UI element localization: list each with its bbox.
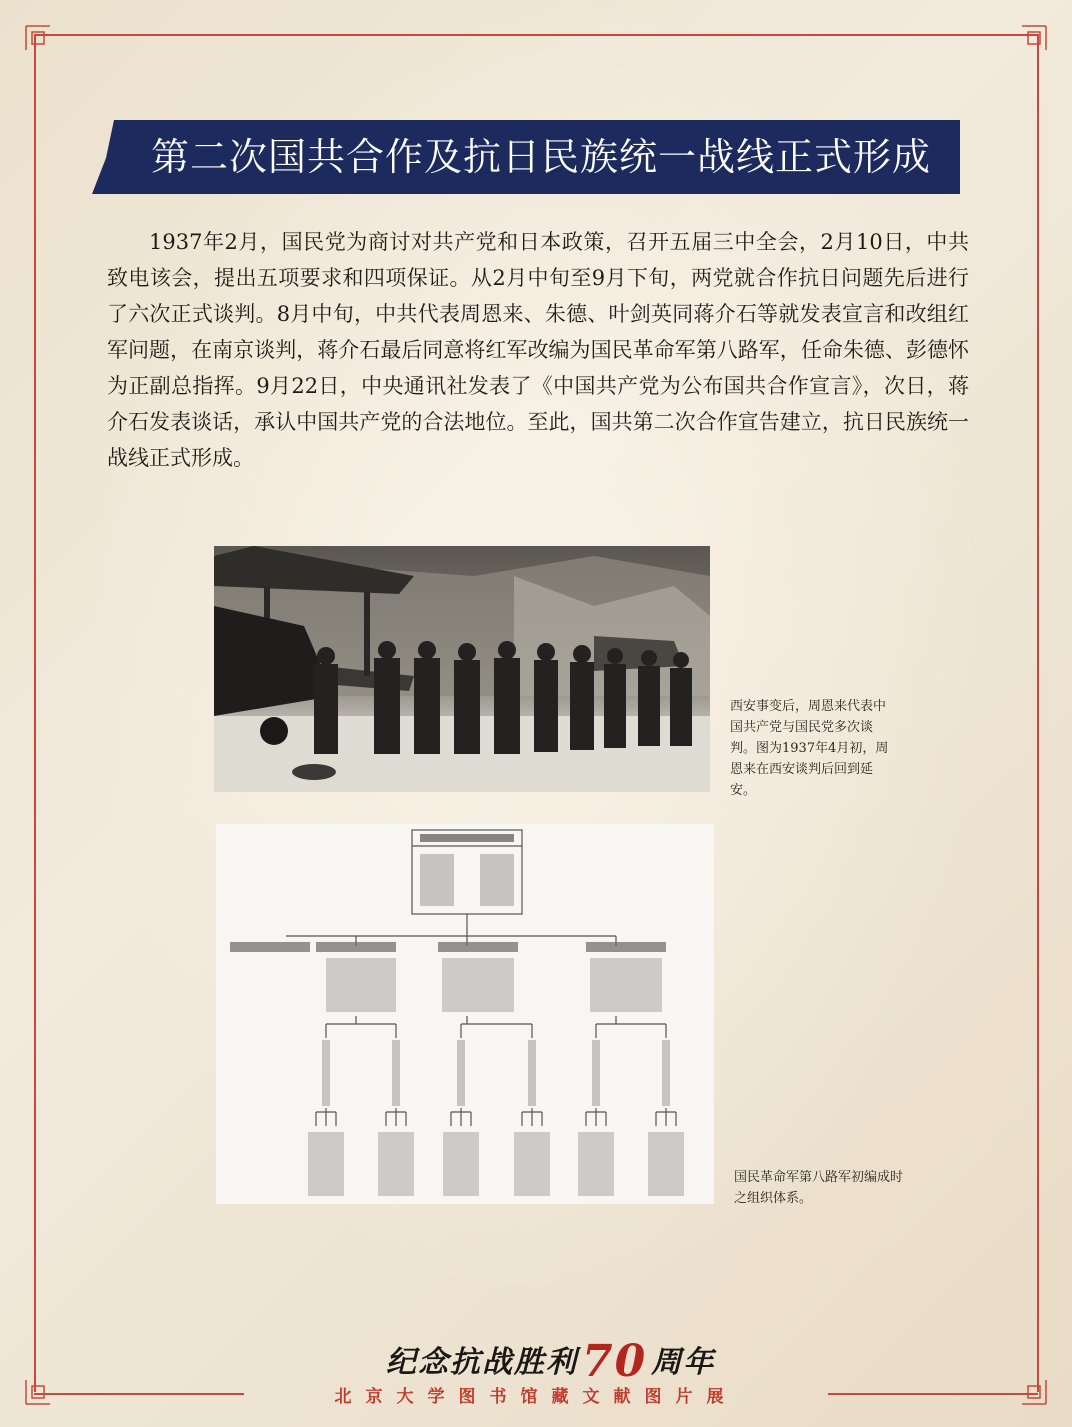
anniversary-logo-text	[386, 1332, 716, 1387]
exhibition-subtitle: 北京大学图书馆藏文献图片展	[334, 1387, 738, 1407]
chart-caption: 国民革命军第八路军初编成时之组织体系。	[734, 1170, 904, 1206]
organization-chart-image	[216, 824, 714, 1204]
title-banner	[92, 120, 960, 194]
historical-photo	[214, 546, 710, 792]
frame-right-line	[1037, 34, 1039, 1392]
photo-caption: 西安事变后，周恩来代表中国共产党与国民党多次谈判。图为1937年4月初，周恩来在西安谈判后回到延安。	[730, 699, 889, 798]
corner-ornament-top-right	[1020, 24, 1048, 52]
page-title: 第二次国共合作及抗日民族统一战线正式形成	[150, 135, 931, 179]
logo-text-part2: 周年	[651, 1345, 716, 1380]
corner-ornament-top-left	[24, 24, 52, 52]
body-paragraph: 1937年2月，国民党为商讨对共产党和日本政策，召开五届三中全会，2月10日，中共致电该会，提出五项要求和四项保证。从2月中旬至9月下旬，两党就合作抗日问题先后进行了六次正式谈判。8月中旬，中共代表周恩来、朱德、叶剑英同蒋介石等就发表宣言和改组红军问题，在南京谈判，蒋介石最后同意将红军改编为国民革命军第八路军，任命朱德、彭德怀为正副总指挥。9月22日，中央通讯社发表了《中国共产党为公布国共合作宣言》，次日，蒋介石发表谈话，承认中国共产党的合法地位。至此，国共第二次合作宣告建立，抗日民族统一战线正式形成。	[107, 230, 969, 470]
logo-number: 70	[582, 1336, 648, 1387]
frame-left-line	[34, 34, 36, 1392]
frame-top-line	[34, 34, 1038, 36]
logo-text-part1: 纪念抗战胜利	[386, 1345, 578, 1380]
anniversary-logo	[0, 1326, 1072, 1387]
